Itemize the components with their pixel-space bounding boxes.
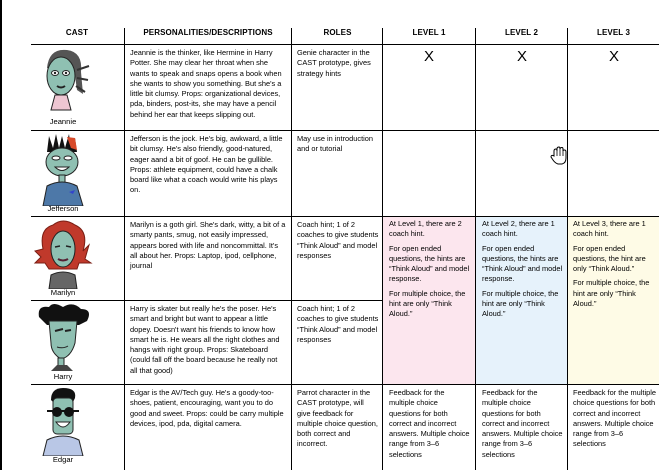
row-divider xyxy=(31,130,659,131)
description-marilyn: Marilyn is a goth girl. She's dark, witty, a bit of a smarty pants, smug, not easily impressed, appears bored with life and noncommittal. It's all about her. Props: Laptop, ipod, cellphone, journal xyxy=(130,220,286,271)
role-marilyn: Coach hint; 1 of 2 coaches to give students “Think Aloud” and model responses xyxy=(297,220,379,260)
description-harry: Harry is skater but really he's the poser. He's smart and bright but want to appear a little dopey. Doesn't want his friends to know how smart he is. He wears all the right clothes and hangs with right group. Props: Skateboard (could fall off the board because he really not all that good) xyxy=(130,304,280,375)
level3-mark-jeannie: X xyxy=(608,48,619,65)
header-descriptions: PERSONALITIES/DESCRIPTIONS xyxy=(143,28,273,37)
edgar-avatar xyxy=(33,386,93,456)
role-jefferson: May use in introduction and or tutorial xyxy=(297,134,373,154)
description-jefferson: Jefferson is the jock. He's big, awkward, a little bit clumsy. He's also friendly, good-natured, eager aand a bit of goof. He can be gullible. Props: athlete equipment, could have a chalk board like what a coach would write his plays on. xyxy=(130,134,283,195)
column-divider xyxy=(291,28,292,470)
header-roles: ROLES xyxy=(323,28,352,37)
level1-multiple-choice: For multiple choice, the hint are only “Think Aloud.” xyxy=(389,288,466,319)
description-edgar: Edgar is the AV/Tech guy. He's a goody-too-shoes, patient, encouraging, want you to do good and sweet. Props: could be carry multiple devices, ipod, pda, digital camera. xyxy=(130,388,284,428)
level2-feedback-edgar: Feedback for the multiple choice questions for both correct and incorrect answers. Multiple choice range from 3–6 selections xyxy=(482,388,563,459)
row-divider xyxy=(31,300,383,301)
level3-hint-count: At Level 3, there are 1 coach hint. xyxy=(573,219,646,239)
jeannie-avatar xyxy=(33,46,93,116)
hand-cursor-icon xyxy=(550,146,568,166)
header-level-1: LEVEL 1 xyxy=(412,28,446,37)
level3-multiple-choice: For multiple choice, the hint are only “Think Aloud.” xyxy=(573,278,650,309)
header-level-3: LEVEL 3 xyxy=(596,28,630,37)
level2-open-ended: For open ended questions, the hints are “Think Aloud” and model response. xyxy=(482,243,563,284)
header-divider xyxy=(31,44,659,45)
cast-name-edgar: Edgar xyxy=(52,455,74,464)
cast-name-jefferson: Jefferson xyxy=(47,204,79,213)
level2-mark-jeannie: X xyxy=(516,48,527,65)
column-divider xyxy=(475,28,476,470)
header-cast: CAST xyxy=(65,28,89,37)
level2-multiple-choice: For multiple choice, the hint are only “Think Aloud.” xyxy=(482,288,559,319)
level1-open-ended: For open ended questions, the hints are “Think Aloud” and model response. xyxy=(389,243,470,284)
header-level-2: LEVEL 2 xyxy=(504,28,538,37)
level2-hint-count: At Level 2, there are 1 coach hint. xyxy=(482,219,555,239)
level3-coach-hints xyxy=(573,219,657,313)
level1-hint-count: At Level 1, there are 2 coach hint. xyxy=(389,219,462,239)
marilyn-avatar xyxy=(33,219,93,289)
level3-feedback-edgar: Feedback for the multiple choice questions for both correct and incorrect answers. Multiple choice range from 3–6 selections xyxy=(573,388,656,449)
level3-open-ended: For open ended questions, the hint are only “Think Aloud.” xyxy=(573,243,646,274)
cast-name-harry: Harry xyxy=(53,372,73,381)
column-divider xyxy=(382,28,383,470)
level1-mark-jeannie: X xyxy=(423,48,434,65)
level2-coach-hints xyxy=(482,219,564,324)
row-divider xyxy=(31,384,659,385)
row-divider xyxy=(31,216,659,217)
page-left-border xyxy=(0,0,2,470)
cast-name-marilyn: Marilyn xyxy=(50,288,76,297)
level1-coach-hints xyxy=(389,219,471,324)
cast-name-jeannie: Jeannie xyxy=(49,117,77,126)
description-jeannie: Jeannie is the thinker, like Hermine in Harry Potter. She may clear her throat when she wants to speak and snaps opens a book when she wants to show you something. But she's a little bit clumsy. Props: organizational devices, pda, binders, post-its, she may have a pencil behind her ear that keeps slipping out. xyxy=(130,48,282,119)
role-edgar: Parrot character in the CAST prototype, will give feedback for multiple choice question, both correct and incorrect. xyxy=(297,388,378,449)
harry-avatar xyxy=(33,303,93,373)
role-jeannie: Genie character in the CAST prototype, gives strategy hints xyxy=(297,48,371,78)
jefferson-avatar xyxy=(33,134,93,206)
column-divider xyxy=(567,28,568,470)
column-divider xyxy=(124,28,125,470)
level1-feedback-edgar: Feedback for the multiple choice questions for both correct and incorrect answers. Multiple choice range from 3–6 selections xyxy=(389,388,470,459)
role-harry: Coach hint; 1 of 2 coaches to give students “Think Aloud” and model responses xyxy=(297,304,379,344)
